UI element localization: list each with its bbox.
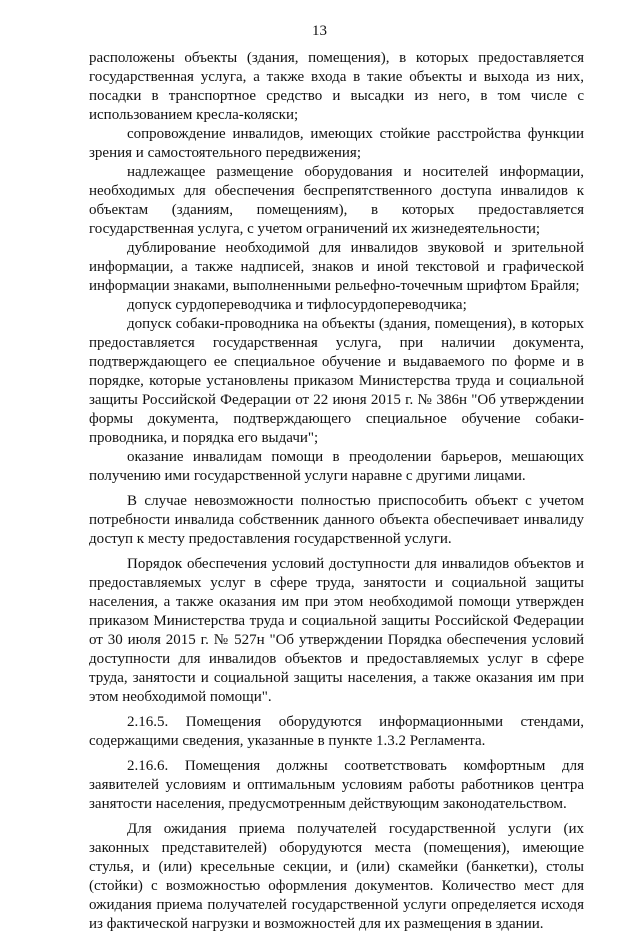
paragraph-braille-duplication: дублирование необходимой для инвалидов звуковой и зрительной информации, а также надписей, знаков и иной текстовой и графической информации знаками, выполненными рельефно-точечным шрифтом Брайля; [89,240,584,294]
paragraph-order-527n: Порядок обеспечения условий доступности для инвалидов объектов и предоставляемых услуг в сфере труда, занятости и социальной защиты населения, а также оказания им при этом необходимой помощи утвержден приказом Министерства труда и социальной защиты Российской Федерации от 30 июля 2015 г. № 527н "Об утверждении Порядка обеспечения условий доступности для инвалидов объектов и предоставляемых услуг в сфере труда, занятости и социальной защиты населения, а также оказания им при этом необходимой помощи". [89,556,584,705]
paragraph-waiting-areas: Для ожидания приема получателей государственной услуги (их законных представителей) оборудуются места (помещения), имеющие стулья, и (или) кресельные секции, и (или) скамейки (банкетки), столы (стойки) с возможностью оформления документов. Количество мест для ожидания приема получателей государственной услуги определяется исходя из фактической нагрузки и возможностей для их размещения в здании. [89,821,584,932]
paragraph-impossibility: В случае невозможности полностью приспособить объект с учетом потребности инвалида собственник данного объекта обеспечивает инвалиду доступ к месту предоставления государственной услуги. [89,493,584,547]
paragraph-2-16-5: 2.16.5. Помещения оборудуются информационными стендами, содержащими сведения, указанные в пункте 1.3.2 Регламента. [89,714,584,749]
paragraph-2-16-6: 2.16.6. Помещения должны соответствовать комфортным для заявителей условиям и оптимальным условиям работы работников центра занятости населения, предусмотренным действующим законодательством. [89,758,584,812]
page-body [89,49,584,934]
paragraph-guide-dog: допуск собаки-проводника на объекты (здания, помещения), в которых предоставляется государственная услуга, при наличии документа, подтверждающего ее специальное обучение и выдаваемого по форме и в порядке, которые установлены приказом Министерства труда и социальной защиты Российской Федерации от 22 июня 2015 г. № 386н "Об утверждении формы документа, подтверждающего специальное обучение собаки-проводника, и порядка его выдачи"; [89,316,584,446]
paragraph-continuation: расположены объекты (здания, помещения), в которых предоставляется государственная услуга, а также входа в такие объекты и выхода из них, посадки в транспортное средство и высадки из него, в том числе с использованием кресла-коляски; [89,50,584,123]
paragraph-sign-interpreter: допуск сурдопереводчика и тифлосурдопереводчика; [127,297,467,313]
paragraph-barrier-assistance: оказание инвалидам помощи в преодолении барьеров, мешающих получению ими государственной услуги наравне с другими лицами. [89,449,584,484]
page-number: 13 [312,23,327,39]
paragraph-escort: сопровождение инвалидов, имеющих стойкие расстройства функции зрения и самостоятельного передвижения; [89,126,584,161]
paragraph-equipment-placement: надлежащее размещение оборудования и носителей информации, необходимых для обеспечения беспрепятственного доступа инвалидов к объектам (зданиям, помещениям), в которых предоставляется государственная услуга, с учетом ограничений их жизнедеятельности; [89,164,584,237]
